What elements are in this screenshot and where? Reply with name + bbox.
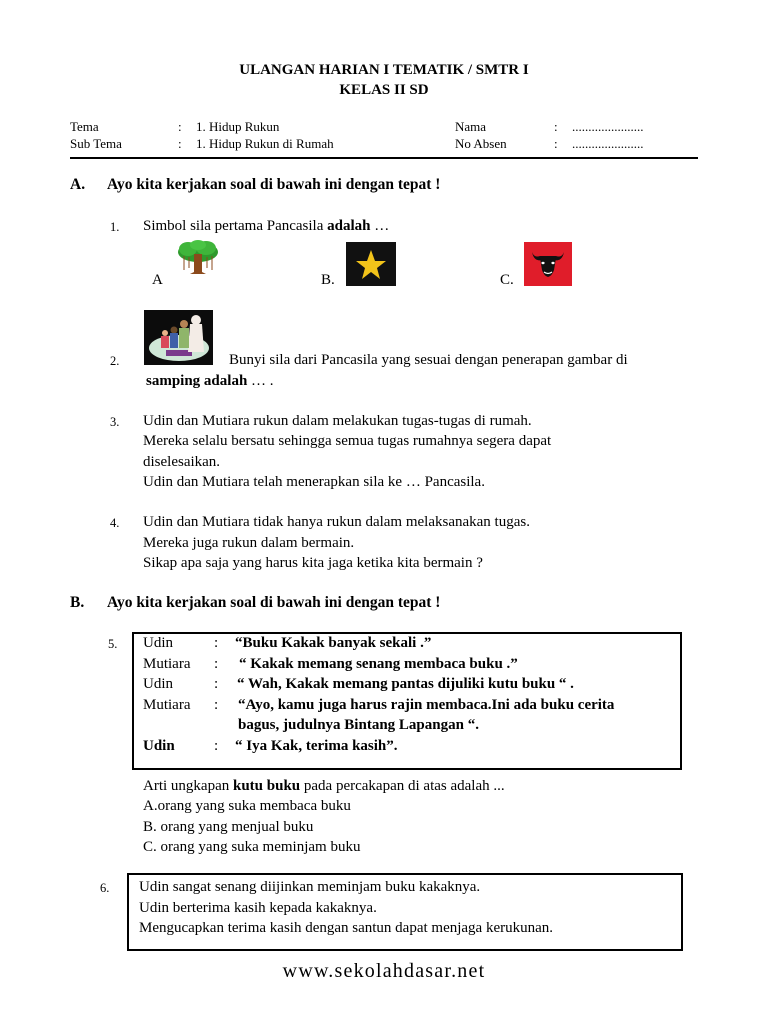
q2-line1: Bunyi sila dari Pancasila yang sesuai dengan penerapan gambar di — [229, 352, 628, 368]
page-title: ULANGAN HARIAN I TEMATIK / SMTR I — [239, 62, 529, 78]
section-a-heading: Ayo kita kerjakan soal di bawah ini dengan tepat ! — [107, 176, 441, 193]
star-icon — [346, 242, 396, 286]
q3-line: Udin dan Mutiara telah menerapkan sila ke … Pancasila. — [143, 474, 485, 490]
nama-label: Nama — [455, 119, 487, 134]
dialog-line: bagus, judulnya Bintang Lapangan “. — [238, 717, 479, 733]
tema-value: 1. Hidup Rukun — [196, 119, 280, 134]
section-b-heading: Ayo kita kerjakan soal di bawah ini dengan tepat ! — [107, 594, 441, 611]
q5-option: B. orang yang menjual buku — [143, 819, 314, 835]
banyan-tree-icon — [176, 240, 220, 276]
nama-blank: ...................... — [572, 119, 644, 134]
dialog-colon: : — [214, 738, 219, 754]
dialog-speaker: Udin — [143, 738, 175, 754]
q2-line2: samping adalah … . — [146, 373, 274, 389]
q4-line: Sikap apa saja yang harus kita jaga ketika kita bermain ? — [143, 555, 483, 571]
dialog-line: “Ayo, kamu juga harus rajin membaca.Ini ada buku cerita — [238, 697, 615, 713]
family-picture — [144, 310, 213, 365]
subtema-value: 1. Hidup Rukun di Rumah — [196, 136, 334, 151]
absen-label: No Absen — [455, 136, 507, 151]
section-b-letter: B. — [70, 594, 85, 611]
q3-number: 3. — [110, 415, 120, 429]
q4-number: 4. — [110, 516, 120, 530]
q3-line: Mereka selalu bersatu sehingga semua tugas rumahnya segera dapat — [143, 433, 552, 449]
section-a-letter: A. — [70, 176, 86, 193]
q5-option: C. orang yang suka meminjam buku — [143, 839, 361, 855]
q1-option-a-label: A — [152, 272, 163, 288]
dialog-speaker: Mutiara — [143, 656, 191, 672]
subtema-colon: : — [178, 136, 182, 151]
q5-question: Arti ungkapan kutu buku pada percakapan di atas adalah ... — [143, 778, 505, 794]
bull-head-icon — [524, 242, 572, 286]
dialog-colon: : — [214, 635, 219, 651]
dialog-colon: : — [214, 656, 219, 672]
q6-number: 6. — [100, 881, 110, 895]
dialog-line: “ Iya Kak, terima kasih”. — [235, 738, 398, 754]
dialog-colon: : — [214, 676, 219, 692]
q2-number: 2. — [110, 354, 120, 368]
footer-url: www.sekolahdasar.net — [282, 960, 486, 982]
dialog-line: “ Kakak memang senang membaca buku .” — [239, 656, 518, 672]
subtema-label: Sub Tema — [70, 136, 122, 151]
q5-option: A.orang yang suka membaca buku — [143, 798, 351, 814]
q6-line: Mengucapkan terima kasih dengan santun dapat menjaga kerukunan. — [139, 920, 554, 936]
tema-label: Tema — [70, 119, 99, 134]
tema-colon: : — [178, 119, 182, 134]
q3-line: Udin dan Mutiara rukun dalam melakukan tugas-tugas di rumah. — [143, 413, 532, 429]
dialog-colon: : — [214, 697, 219, 713]
absen-blank: ...................... — [572, 136, 644, 151]
dialog-line: “Buku Kakak banyak sekali .” — [235, 635, 432, 651]
q6-line: Udin sangat senang diijinkan meminjam buku kakaknya. — [139, 879, 481, 895]
dialog-speaker: Udin — [143, 635, 173, 651]
dialog-speaker: Udin — [143, 676, 173, 692]
q1-option-c-label: C. — [500, 272, 514, 288]
q1-text: Simbol sila pertama Pancasila adalah … — [143, 218, 390, 234]
dialog-line: “ Wah, Kakak memang pantas dijuliki kutu buku “ . — [237, 676, 574, 692]
q5-number: 5. — [108, 637, 118, 651]
q3-line: diselesaikan. — [143, 454, 221, 470]
nama-colon: : — [554, 119, 558, 134]
q4-line: Udin dan Mutiara tidak hanya rukun dalam melaksanakan tugas. — [143, 514, 530, 530]
q1-option-b-label: B. — [321, 272, 335, 288]
page-subtitle: KELAS II SD — [339, 82, 429, 98]
q4-line: Mereka juga rukun dalam bermain. — [143, 535, 355, 551]
q1-number: 1. — [110, 220, 120, 234]
q6-line: Udin berterima kasih kepada kakaknya. — [139, 900, 377, 916]
dialog-speaker: Mutiara — [143, 697, 191, 713]
absen-colon: : — [554, 136, 558, 151]
header-divider — [70, 157, 698, 159]
